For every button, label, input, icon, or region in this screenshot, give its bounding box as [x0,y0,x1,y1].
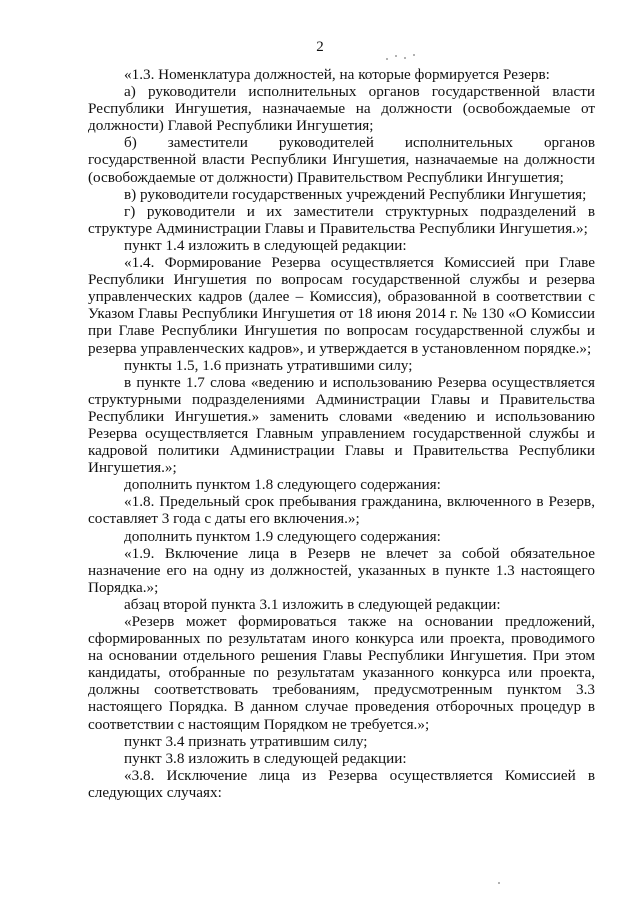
paragraph-item-v: в) руководители государственных учреждений Республики Ингушетия; [124,185,587,203]
scan-speck [404,57,406,59]
paragraph-point-1-7: в пункте 1.7 слова «ведению и использованию Резерва осуществляется структурными подразделениями Администрации Главы и Правительства Республики Ингушетия.» заменить словами «ведению и использованию Резерва осуществляется Главным управлением государственной службы и кадровой политики Администрации Главы и Правительства Республики Ингушетия.»; [88,373,595,477]
paragraph-point-3-1-intro: абзац второй пункта 3.1 изложить в следующей редакции: [124,595,501,613]
scan-speck [498,882,500,884]
scan-speck [413,54,415,56]
paragraph-point-3-1: «Резерв может формироваться также на основании предложений, сформированных по результатам иного конкурса или проекта, проводимого на основании отдельного решения Главы Республики Ингушетия. При этом кандидаты, отобранные по результатам указанного конкурса или проекта, должны соответствовать требованиям, предусмотренным пунктом 3.3 настоящего Порядка. В данном случае проведения отборочных процедур в соответствии с настоящим Порядком не требуется.»; [88,613,595,733]
paragraph-point-1-4-intro: пункт 1.4 изложить в следующей редакции: [124,236,407,254]
paragraph-point-3-4: пункт 3.4 признать утратившим силу; [124,732,368,750]
page-number: 2 [316,39,324,55]
paragraph-item-b: б) заместители руководителей исполнительных органов государственной власти Республики Ингушетия, назначаемые на должности (освобождаемые от должности) Правительством Республики Ингушетия; [88,134,595,186]
scan-speck [395,55,397,57]
paragraph-item-g: г) руководители и их заместители структурных подразделений в структуре Администрации Главы и Правительства Республики Ингушетия.»; [88,202,595,237]
paragraph-point-1-8-intro: дополнить пунктом 1.8 следующего содержания: [124,476,441,494]
paragraph-point-3-8-intro: пункт 3.8 изложить в следующей редакции: [124,749,407,767]
paragraph-point-1-9-intro: дополнить пунктом 1.9 следующего содержания: [124,527,441,545]
paragraph-point-1-9: «1.9. Включение лица в Резерв не влечет за собой обязательное назначение его на одну из должностей, указанных в пункте 1.3 настоящего Порядка.»; [88,544,595,596]
paragraph-point-3-8: «3.8. Исключение лица из Резерва осуществляется Комиссией в следующих случаях: [88,766,595,801]
paragraph-points-1-5-1-6: пункты 1.5, 1.6 признать утратившими силу; [124,356,413,374]
paragraph-nomenclature-heading: «1.3. Номенклатура должностей, на которые формируется Резерв: [124,66,550,83]
paragraph-point-1-8: «1.8. Предельный срок пребывания гражданина, включенного в Резерв, составляет 3 года с даты его включения.»; [88,493,595,528]
paragraph-item-a: а) руководители исполнительных органов государственной власти Республики Ингушетия, назначаемые на должности (освобождаемые от должности) Главой Республики Ингушетия; [88,83,595,135]
paragraph-point-1-4: «1.4. Формирование Резерва осуществляется Комиссией при Главе Республики Ингушетия по вопросам государственной службы и резерва управленческих кадров (далее – Комиссия), образованной в соответствии с Указом Главы Республики Ингушетия от 18 июня 2014 г. № 130 «О Комиссии при Главе Республики Ингушетия по вопросам государственной службы и резерва управленческих кадров», и утверждается в установленном порядке.»; [88,254,595,357]
scan-speck [386,58,388,60]
document-body [88,66,595,801]
